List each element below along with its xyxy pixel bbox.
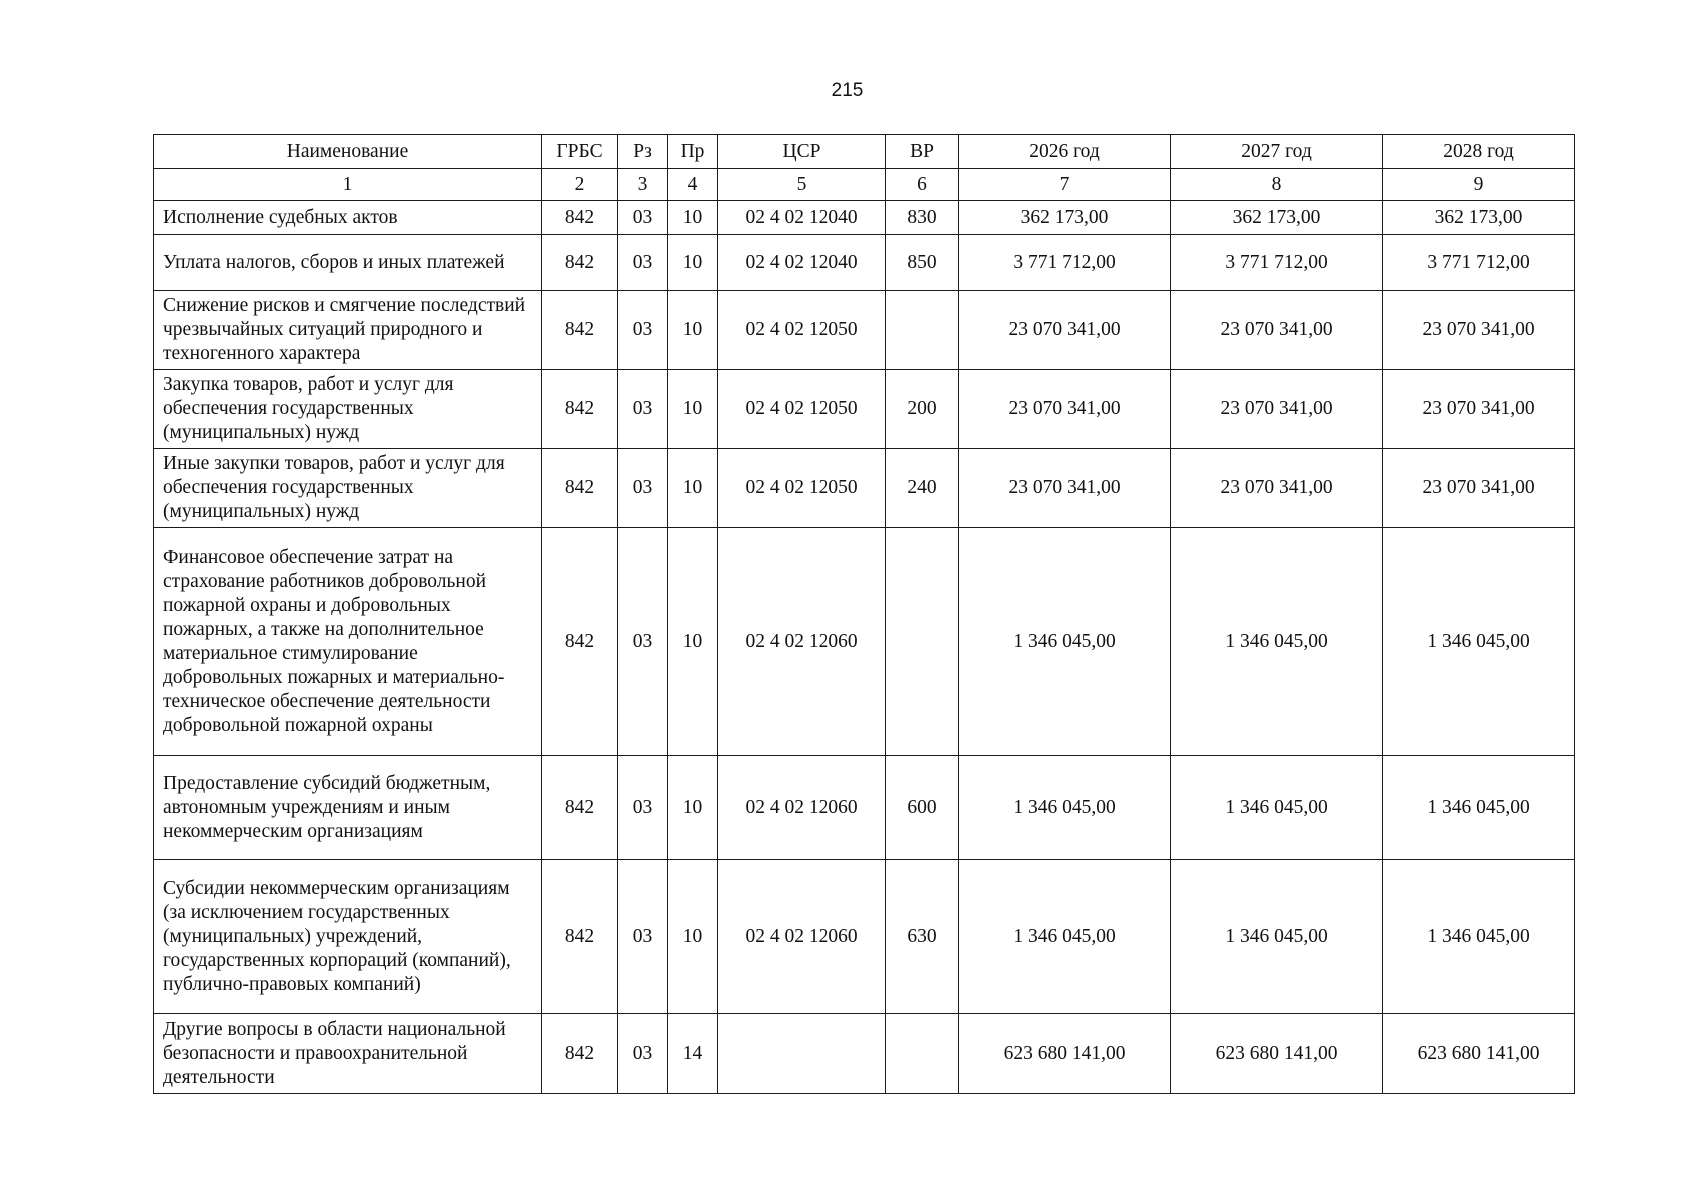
row-rz: 03 [618, 370, 668, 449]
row-pr: 10 [668, 201, 718, 235]
row-amount-2027: 3 771 712,00 [1171, 235, 1383, 291]
row-amount-2028: 1 346 045,00 [1383, 756, 1575, 860]
row-amount-2028: 623 680 141,00 [1383, 1014, 1575, 1094]
row-amount-2028: 1 346 045,00 [1383, 528, 1575, 756]
row-pr: 10 [668, 528, 718, 756]
budget-table [153, 134, 1575, 1094]
row-name: Уплата налогов, сборов и иных платежей [154, 235, 542, 291]
row-amount-2027: 23 070 341,00 [1171, 291, 1383, 370]
row-name: Финансовое обеспечение затрат на страхование работников добровольной пожарной охраны и добровольных пожарных, а также на дополнительное материальное стимулирование добровольных пожарных и материально-техническое обеспечение деятельности добровольной пожарной охраны [154, 528, 542, 756]
table-row [154, 1014, 1575, 1094]
column-number: 2 [542, 169, 618, 201]
row-amount-2028: 23 070 341,00 [1383, 370, 1575, 449]
row-grbs: 842 [542, 291, 618, 370]
column-number: 1 [154, 169, 542, 201]
row-csr: 02 4 02 12060 [718, 756, 886, 860]
table-row [154, 528, 1575, 756]
row-name: Предоставление субсидий бюджетным, автономным учреждениям и иным некоммерческим организациям [154, 756, 542, 860]
table-row [154, 291, 1575, 370]
row-amount-2026: 23 070 341,00 [959, 291, 1171, 370]
row-vr [886, 1014, 959, 1094]
row-csr: 02 4 02 12050 [718, 291, 886, 370]
row-pr: 10 [668, 370, 718, 449]
row-csr: 02 4 02 12060 [718, 528, 886, 756]
row-grbs: 842 [542, 449, 618, 528]
row-grbs: 842 [542, 235, 618, 291]
header-pr: Пр [668, 135, 718, 169]
table-row [154, 235, 1575, 291]
row-amount-2026: 1 346 045,00 [959, 860, 1171, 1014]
row-amount-2028: 362 173,00 [1383, 201, 1575, 235]
column-number: 4 [668, 169, 718, 201]
row-name: Субсидии некоммерческим организациям (за исключением государственных (муниципальных) учреждений, государственных корпораций (компаний), публично-правовых компаний) [154, 860, 542, 1014]
table-row [154, 370, 1575, 449]
row-amount-2026: 1 346 045,00 [959, 756, 1171, 860]
row-vr: 240 [886, 449, 959, 528]
row-amount-2026: 23 070 341,00 [959, 370, 1171, 449]
row-name: Иные закупки товаров, работ и услуг для обеспечения государственных (муниципальных) нужд [154, 449, 542, 528]
row-amount-2026: 623 680 141,00 [959, 1014, 1171, 1094]
row-name: Снижение рисков и смягчение последствий чрезвычайных ситуаций природного и техногенного характера [154, 291, 542, 370]
row-vr [886, 528, 959, 756]
row-grbs: 842 [542, 860, 618, 1014]
column-number: 5 [718, 169, 886, 201]
column-number-row [154, 169, 1575, 201]
column-number: 6 [886, 169, 959, 201]
row-csr: 02 4 02 12040 [718, 201, 886, 235]
row-pr: 10 [668, 291, 718, 370]
row-amount-2026: 362 173,00 [959, 201, 1171, 235]
row-rz: 03 [618, 201, 668, 235]
column-number: 7 [959, 169, 1171, 201]
column-number: 9 [1383, 169, 1575, 201]
row-amount-2028: 3 771 712,00 [1383, 235, 1575, 291]
header-year-2027: 2027 год [1171, 135, 1383, 169]
table-row [154, 201, 1575, 235]
row-rz: 03 [618, 235, 668, 291]
row-vr: 200 [886, 370, 959, 449]
row-amount-2028: 23 070 341,00 [1383, 291, 1575, 370]
row-rz: 03 [618, 860, 668, 1014]
row-amount-2026: 3 771 712,00 [959, 235, 1171, 291]
row-pr: 10 [668, 756, 718, 860]
header-csr: ЦСР [718, 135, 886, 169]
table-row [154, 449, 1575, 528]
header-vr: ВР [886, 135, 959, 169]
row-csr [718, 1014, 886, 1094]
row-amount-2027: 1 346 045,00 [1171, 860, 1383, 1014]
row-amount-2027: 23 070 341,00 [1171, 449, 1383, 528]
header-year-2026: 2026 год [959, 135, 1171, 169]
header-name: Наименование [154, 135, 542, 169]
row-csr: 02 4 02 12050 [718, 449, 886, 528]
row-vr: 830 [886, 201, 959, 235]
row-amount-2027: 1 346 045,00 [1171, 756, 1383, 860]
page-number: 215 [831, 80, 864, 101]
row-grbs: 842 [542, 201, 618, 235]
row-grbs: 842 [542, 528, 618, 756]
header-rz: Рз [618, 135, 668, 169]
row-amount-2026: 1 346 045,00 [959, 528, 1171, 756]
row-grbs: 842 [542, 370, 618, 449]
row-amount-2027: 362 173,00 [1171, 201, 1383, 235]
table-row [154, 756, 1575, 860]
column-number: 8 [1171, 169, 1383, 201]
header-grbs: ГРБС [542, 135, 618, 169]
row-amount-2027: 623 680 141,00 [1171, 1014, 1383, 1094]
row-name: Закупка товаров, работ и услуг для обеспечения государственных (муниципальных) нужд [154, 370, 542, 449]
row-csr: 02 4 02 12040 [718, 235, 886, 291]
table-row [154, 860, 1575, 1014]
row-rz: 03 [618, 291, 668, 370]
row-vr: 600 [886, 756, 959, 860]
row-pr: 10 [668, 860, 718, 1014]
header-year-2028: 2028 год [1383, 135, 1575, 169]
row-vr: 630 [886, 860, 959, 1014]
row-grbs: 842 [542, 1014, 618, 1094]
row-rz: 03 [618, 756, 668, 860]
row-amount-2028: 23 070 341,00 [1383, 449, 1575, 528]
row-rz: 03 [618, 1014, 668, 1094]
column-number: 3 [618, 169, 668, 201]
row-name: Исполнение судебных актов [154, 201, 542, 235]
row-grbs: 842 [542, 756, 618, 860]
row-amount-2026: 23 070 341,00 [959, 449, 1171, 528]
row-name: Другие вопросы в области национальной безопасности и правоохранительной деятельности [154, 1014, 542, 1094]
row-pr: 14 [668, 1014, 718, 1094]
row-vr: 850 [886, 235, 959, 291]
header-row [154, 135, 1575, 169]
row-vr [886, 291, 959, 370]
row-amount-2028: 1 346 045,00 [1383, 860, 1575, 1014]
row-pr: 10 [668, 235, 718, 291]
row-csr: 02 4 02 12060 [718, 860, 886, 1014]
row-csr: 02 4 02 12050 [718, 370, 886, 449]
row-rz: 03 [618, 449, 668, 528]
row-pr: 10 [668, 449, 718, 528]
row-amount-2027: 23 070 341,00 [1171, 370, 1383, 449]
row-rz: 03 [618, 528, 668, 756]
row-amount-2027: 1 346 045,00 [1171, 528, 1383, 756]
